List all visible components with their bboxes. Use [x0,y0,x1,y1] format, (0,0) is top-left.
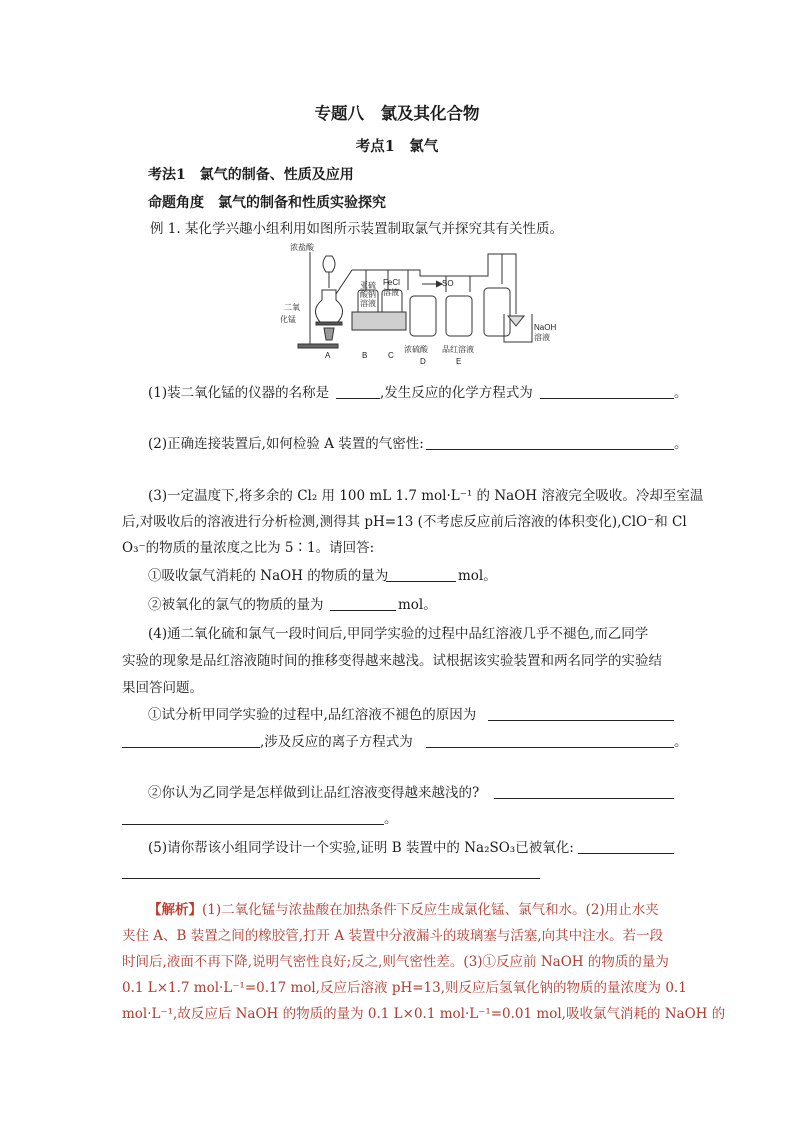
label-mno2-1: 二氧 [284,303,300,312]
q5-blank-1[interactable] [578,853,674,854]
bottle-e2 [484,288,510,336]
q2-blank[interactable] [426,449,674,450]
separatory-funnel [323,256,335,272]
letter-e: E [456,357,462,366]
analysis-line-5: mol·L⁻¹,故反应后 NaOH 的物质的量为 0.1 L×0.1 mol·L⁻¹=0.01 mol,吸收氯气消耗的 NaOH 的 [122,1006,726,1022]
q4-sub2-end: 。 [384,811,398,827]
q3-line-3: O₃⁻的物质的量浓度之比为 5∶1。请回答: [122,540,375,556]
q4-sub1-blank-2[interactable] [122,747,260,748]
q3-sub1-unit: mol。 [458,568,497,584]
label-e: 品红溶液 [442,345,474,354]
q3-sub1-text: ①吸收氯气消耗的 NaOH 的物质的量为 [148,568,389,584]
label-mno2-2: 化锰 [280,315,296,324]
apparatus-diagram [270,240,560,368]
q3-line-2: 后,对吸收后的溶液进行分析检测,测得其 pH=13 (不考虑反应前后溶液的体积变化),ClO⁻和 Cl [122,514,687,530]
analysis-line-2: 夹住 A、B 装置之间的橡胶管,打开 A 装置中分液漏斗的玻璃塞与活塞,向其中注水。若一段 [122,928,664,944]
q4-sub1-blank-3[interactable] [426,747,674,748]
q5-blank-2[interactable] [122,878,540,879]
q1-text-a: (1)装二氧化锰的仪器的名称是 [148,385,330,401]
burner [324,328,334,340]
label-b-2: 酸钠 [360,290,376,299]
q4-line-3: 果回答问题。 [122,680,203,696]
label-b-3: 溶液 [360,299,376,308]
analysis-line-1-text: (1)二氧化锰与浓盐酸在加热条件下反应生成氯化锰、氯气和水。(2)用止水夹 [202,902,659,918]
example-intro: 例 1. 某化学兴趣小组利用如图所示装置制取氯气并探究其有关性质。 [150,221,563,237]
q5-text: (5)请你帮该小组同学设计一个实验,证明 B 装置中的 Na₂SO₃已被氧化: [148,840,574,856]
label-conc-hcl: 浓盐酸 [290,243,314,252]
q1-text-b: ,发生反应的化学方程式为 [380,385,533,401]
letter-d: D [420,357,426,366]
analysis-line-1 [148,901,659,919]
analysis-line-4: 0.1 L×1.7 mol·L⁻¹=0.17 mol,反应后溶液 pH=13,则反应后氢氧化钠的物质的量浓度为 0.1 [122,980,687,996]
q3-line-1: (3)一定温度下,将多余的 Cl₂ 用 100 mL 1.7 mol·L⁻¹ 的 NaOH 溶液完全吸收。冷却至室温 [148,488,704,504]
q4-sub2-blank-2[interactable] [122,824,384,825]
q2-text: (2)正确连接装置后,如何检验 A 装置的气密性: [148,436,424,452]
flask-a [315,290,342,322]
label-so2: SO [442,279,454,288]
q1-blank-2[interactable] [540,398,674,399]
q2-end: 。 [674,436,688,452]
letter-a: A [325,351,331,360]
q1-blank-1[interactable] [336,398,380,399]
q3-sub1-blank[interactable] [386,581,456,582]
letter-b: B [362,351,368,360]
q4-sub1-end: 。 [674,734,688,750]
q4-sub2-text: ②你认为乙同学是怎样做到让品红溶液变得越来越浅的? [148,785,480,801]
analysis-line-3: 时间后,液面不再下降,说明气密性良好;反之,则气密性差。(3)①反应前 NaOH 的物质的量为 [122,954,669,970]
angle-heading: 命题角度 氯气的制备和性质实验探究 [148,195,386,211]
q3-sub2-blank[interactable] [330,610,396,611]
method-heading: 考法1 氯气的制备、性质及应用 [148,167,354,183]
label-naoh-1: NaOH [534,323,557,332]
label-c-2: 溶液 [383,288,399,297]
topic-subtitle: 考点1 氯气 [355,138,439,155]
q4-line-2: 实验的现象是品红溶液随时间的推移变得越来越浅。试根据该实验装置和两名同学的实验结 [122,653,662,669]
stand-base [298,344,338,348]
label-d: 浓硫酸 [404,345,428,354]
q4-sub1-blank-1[interactable] [488,720,674,721]
bottle-d [410,296,436,336]
q3-sub2-unit: mol。 [398,597,437,613]
letter-c: C [388,351,394,360]
water-bath [352,312,406,330]
q3-sub2-text: ②被氧化的氯气的物质的量为 [148,597,324,613]
q4-line-1: (4)通二氧化硫和氯气一段时间后,甲同学实验的过程中品红溶液几乎不褪色,而乙同学 [148,626,649,642]
q1-end: 。 [674,385,688,401]
label-naoh-2: 溶液 [534,333,550,342]
q4-sub2-blank-1[interactable] [494,798,674,799]
analysis-tag: 【解析】 [148,902,202,918]
page-title: 专题八 氯及其化合物 [314,104,480,123]
label-c-1: FeCl [383,278,400,287]
label-b-1: 亚硫 [360,281,376,290]
q4-sub1-text-b: ,涉及反应的离子方程式为 [260,734,413,750]
q4-sub1-text-a: ①试分析甲同学实验的过程中,品红溶液不褪色的原因为 [148,707,477,723]
bottle-e [446,296,472,336]
